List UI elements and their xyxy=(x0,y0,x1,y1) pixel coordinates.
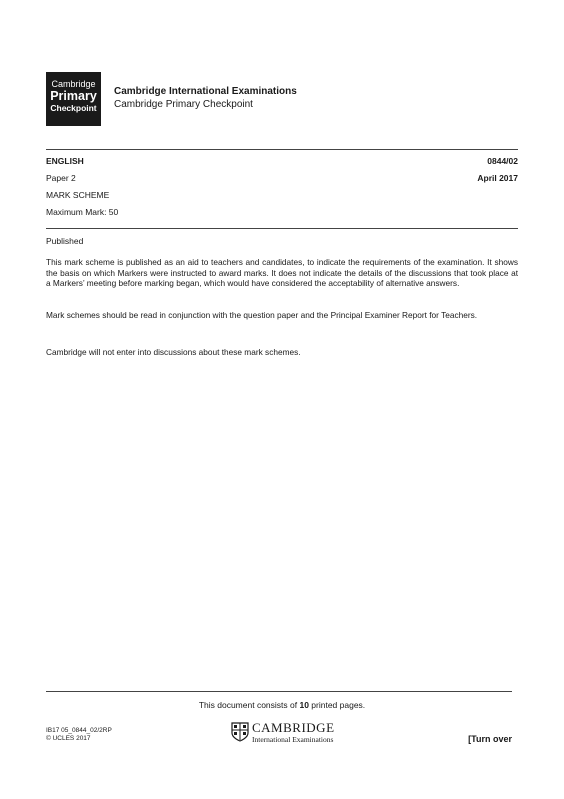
paragraph-conjunction: Mark schemes should be read in conjunction with the question paper and the Principal Examiner Report for Teachers. xyxy=(46,310,478,320)
cambridge-wordmark-subtitle: International Examinations xyxy=(252,735,334,744)
cambridge-wordmark: CAMBRIDGE xyxy=(252,720,335,735)
published-heading: Published xyxy=(46,236,84,246)
organization-subtitle: Cambridge Primary Checkpoint xyxy=(114,99,253,110)
page-count-number: 10 xyxy=(299,700,309,710)
paper-label: Paper 2 xyxy=(46,173,76,183)
logo-line-1: Cambridge xyxy=(51,79,96,89)
page-count-suffix: printed pages. xyxy=(308,700,366,710)
logo-line-2: Primary xyxy=(50,89,97,103)
top-divider xyxy=(46,149,518,150)
university-crest-icon xyxy=(231,722,249,742)
document-type-label: MARK SCHEME xyxy=(46,190,110,200)
footer-divider xyxy=(46,691,512,692)
copyright-notice: © UCLES 2017 xyxy=(46,735,91,742)
checkpoint-logo xyxy=(46,72,101,126)
page-count-note xyxy=(0,700,564,710)
max-mark-label: Maximum Mark: 50 xyxy=(46,207,119,217)
organization-name: Cambridge International Examinations xyxy=(114,86,297,97)
turn-over-label: [Turn over xyxy=(468,734,512,744)
syllabus-code: 0844/02 xyxy=(487,156,518,166)
mid-divider xyxy=(46,228,518,229)
paragraph-purpose: This mark scheme is published as an aid to teachers and candidates, to indicate the requirements of the examination. It shows the basis on which Markers were instructed to award marks. It does not indicate the details of the discussions that took place at a Markers’ meeting before marking began, which would have considered the acceptability of alternative answers. xyxy=(46,257,518,288)
exam-date: April 2017 xyxy=(477,173,518,183)
footer-reference xyxy=(46,727,112,743)
subject-label: ENGLISH xyxy=(46,156,84,166)
paragraph-discussion: Cambridge will not enter into discussions about these mark schemes. xyxy=(46,347,301,357)
reference-code: IB17 05_0844_02/2RP xyxy=(46,727,112,734)
page-count-prefix: This document consists of xyxy=(198,700,300,710)
logo-line-3: Checkpoint xyxy=(50,103,97,113)
